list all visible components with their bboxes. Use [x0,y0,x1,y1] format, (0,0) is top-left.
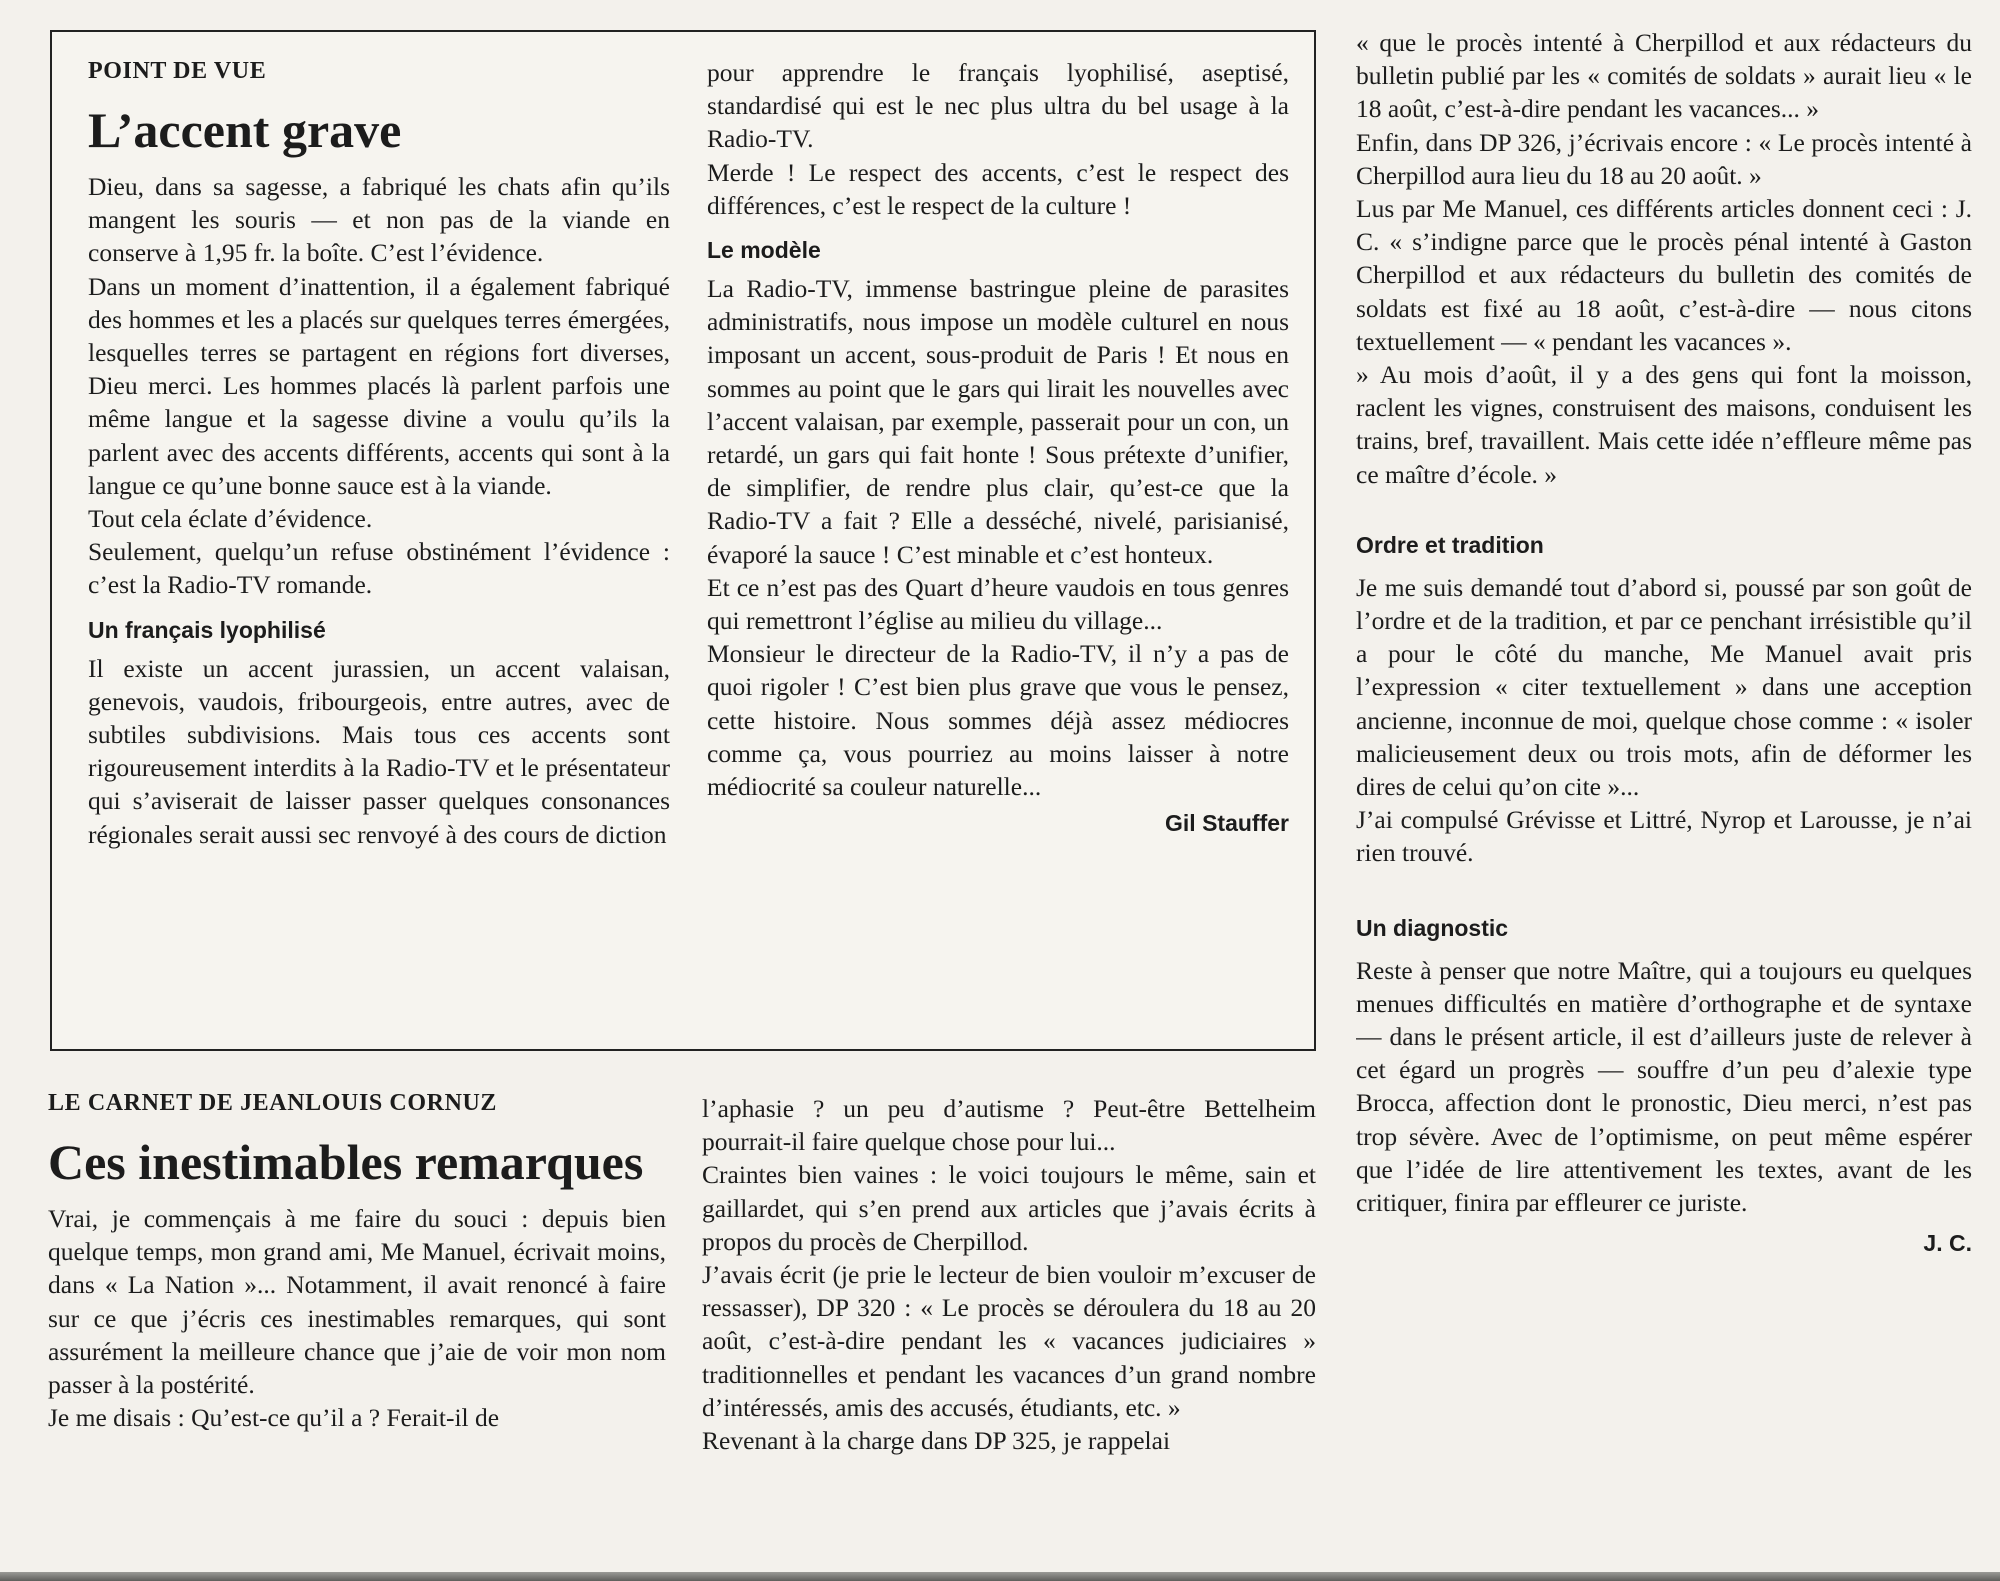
paragraph: Enfin, dans DP 326, j’écrivais encore : « Le procès intenté à Cherpillod aura lieu du 18 au 20 août. » [1356,127,1972,190]
paragraph: Monsieur le directeur de la Radio-TV, il n’y a pas de quoi rigoler ! C’est bien plus grave que vous le pensez, cette histoire. Nous sommes déjà assez médiocres comme ça, vous pourriez au moins laisser à notre médiocrité sa couleur naturelle... [707,639,1289,802]
paragraph: J’ai compulsé Grévisse et Littré, Nyrop et Larousse, je n’ai rien trouvé. [1356,805,1972,868]
signature-gil-stauffer: Gil Stauffer [1165,810,1289,837]
point-de-vue-column-2 [707,56,1289,1031]
paragraph: Craintes bien vaines : le voici toujours le même, sain et gaillardet, qui s’en prend aux articles que j’avais écrits à propos du procès de Cherpillod. [702,1160,1316,1256]
paragraph: Merde ! Le respect des accents, c’est le respect des différences, c’est le respect de la culture ! [707,157,1289,220]
subhead-un-diagnostic: Un diagnostic [1356,914,1509,941]
paragraph: Et ce n’est pas des Quart d’heure vaudois en tous genres qui remettront l’église au milieu du village... [707,572,1289,636]
paragraph: Lus par Me Manuel, ces différents articles donnent ceci : J. C. « s’indigne parce que le procès pénal intenté à Gaston Cherpillod et aux rédacteurs du bulletin des comités de soldats est fixé au 18 août, c’est-à-dire — nous citons textuellement — « pendant les vacances ». [1356,194,1972,356]
paragraph: Je me disais : Qu’est-ce qu’il a ? Ferait-il de [48,1403,500,1433]
page-bottom-edge [0,1572,2000,1581]
paragraph: Dans un moment d’inattention, il a également fabriqué des hommes et les a placés sur quelques terres émergées, lesquelles terres se partagent en régions fort diverses, Dieu merci. Les hommes placés là parlent parfois une même langue et la sagesse divine a voulu qu’ils la parlent avec des accents différents, accents qui sont à la langue ce qu’une bonne sauce est à la viande. [88,271,670,500]
paragraph: Il existe un accent jurassien, un accent valaisan, genevois, vaudois, fribourgeois, entre autres, avec de subtiles subdivisions. Mais tous ces accents sont rigoureusement interdits à la Radio-TV et le présentateur qui s’aviserait de laisser passer quelques consonances régionales serait aussi sec renvoyé à des cours de diction [88,653,670,849]
carnet-column-2 [702,1092,1316,1562]
carnet-column-3 [1356,26,1972,1566]
carnet-column-1 [48,1088,666,1568]
subhead-ordre-et-tradition: Ordre et tradition [1356,531,1544,558]
point-de-vue-column-1 [88,56,670,1031]
subhead-francais-lyophilise: Un français lyophilisé [88,616,326,643]
carnet-title: Ces inestimables remarques [48,1134,644,1190]
paragraph: l’aphasie ? un peu d’autisme ? Peut-être Bettelheim pourrait-il faire quelque chose pour lui... [702,1094,1316,1157]
paragraph: La Radio-TV, immense bastringue pleine de parasites administratifs, nous impose un modèle culturel en nous imposant un accent, sous-produit de Paris ! Et nous en sommes au point que le gars qui lirait les nouvelles avec l’accent valaisan, par exemple, passerait pour un con, un retardé, un gars qui fait honte ! Sous prétexte d’unifier, de simplifier, de rendre plus clair, qu’est-ce que la Radio-TV a fait ? Elle a desséché, nivelé, parisianisé, évaporé la sauce ! C’est minable et c’est honteux. [707,274,1289,569]
paragraph: Vrai, je commençais à me faire du souci : depuis bien quelque temps, mon grand ami, Me Manuel, écrivait moins, dans « La Nation »... Notamment, il avait renoncé à faire sur ce que j’écris ces inestimables remarques, qui sont assurément la meilleure chance que j’aie de voir mon nom passer à la postérité. [48,1204,666,1400]
carnet-kicker: LE CARNET DE JEANLOUIS CORNUZ [48,1090,498,1116]
point-de-vue-kicker: POINT DE VUE [88,58,267,84]
paragraph: pour apprendre le français lyophilisé, aseptisé, standardisé qui est le nec plus ultra du bel usage à la Radio-TV. [707,58,1289,154]
paragraph: Dieu, dans sa sagesse, a fabriqué les chats afin qu’ils mangent les souris — et non pas de la viande en conserve à 1,95 fr. la boîte. C’est l’évidence. [88,172,670,268]
paragraph: « que le procès intenté à Cherpillod et aux rédacteurs du bulletin publié par les « comités de soldats » aurait lieu « le 18 août, c’est-à-dire pendant les vacances... » [1356,28,1972,124]
paragraph: Revenant à la charge dans DP 325, je rappelai [702,1426,1171,1456]
paragraph: Seulement, quelqu’un refuse obstinément l’évidence : c’est la Radio-TV romande. [88,537,670,600]
paragraph: Tout cela éclate d’évidence. [88,504,373,534]
paragraph: Reste à penser que notre Maître, qui a toujours eu quelques menues difficultés en matière d’orthographe et de syntaxe — dans le présent article, il est d’ailleurs juste de relever à cet égard un progrès — souffre d’un peu d’alexie type Brocca, affection dont le pronostic, Dieu merci, n’est pas trop sévère. Avec de l’optimisme, on peut même espérer que l’idée de lire attentivement les textes, avant de les critiquer, finira par effleurer ce juriste. [1356,955,1972,1218]
subhead-le-modele: Le modèle [707,237,821,264]
point-de-vue-title: L’accent grave [88,102,402,158]
paragraph: » Au mois d’août, il y a des gens qui font la moisson, raclent les vignes, construisent des maisons, conduisent les trains, bref, travaillent. Mais cette idée n’effleure même pas ce maître d’école. » [1356,360,1972,489]
paragraph: Je me suis demandé tout d’abord si, poussé par son goût de l’ordre et de la tradition, et par ce penchant irrésistible qu’il a pour le côté du manche, Me Manuel avait pris l’expression « citer textuellement » dans une acception ancienne, inconnue de moi, quelque chose comme : « isoler malicieusement deux ou trois mots, afin de déformer les dires de celui qu’on cite »... [1356,572,1972,802]
signature-jc: J. C. [1923,1230,1972,1257]
paragraph: J’avais écrit (je prie le lecteur de bien vouloir m’excuser de ressasser), DP 320 : « Le procès se déroulera du 18 au 20 août, c’est-à-dire pendant les « vacances judiciaires » traditionnelles et pendant les vacances d’un grand nombre d’intéressés, amis des accusés, étudiants, etc. » [702,1260,1316,1422]
